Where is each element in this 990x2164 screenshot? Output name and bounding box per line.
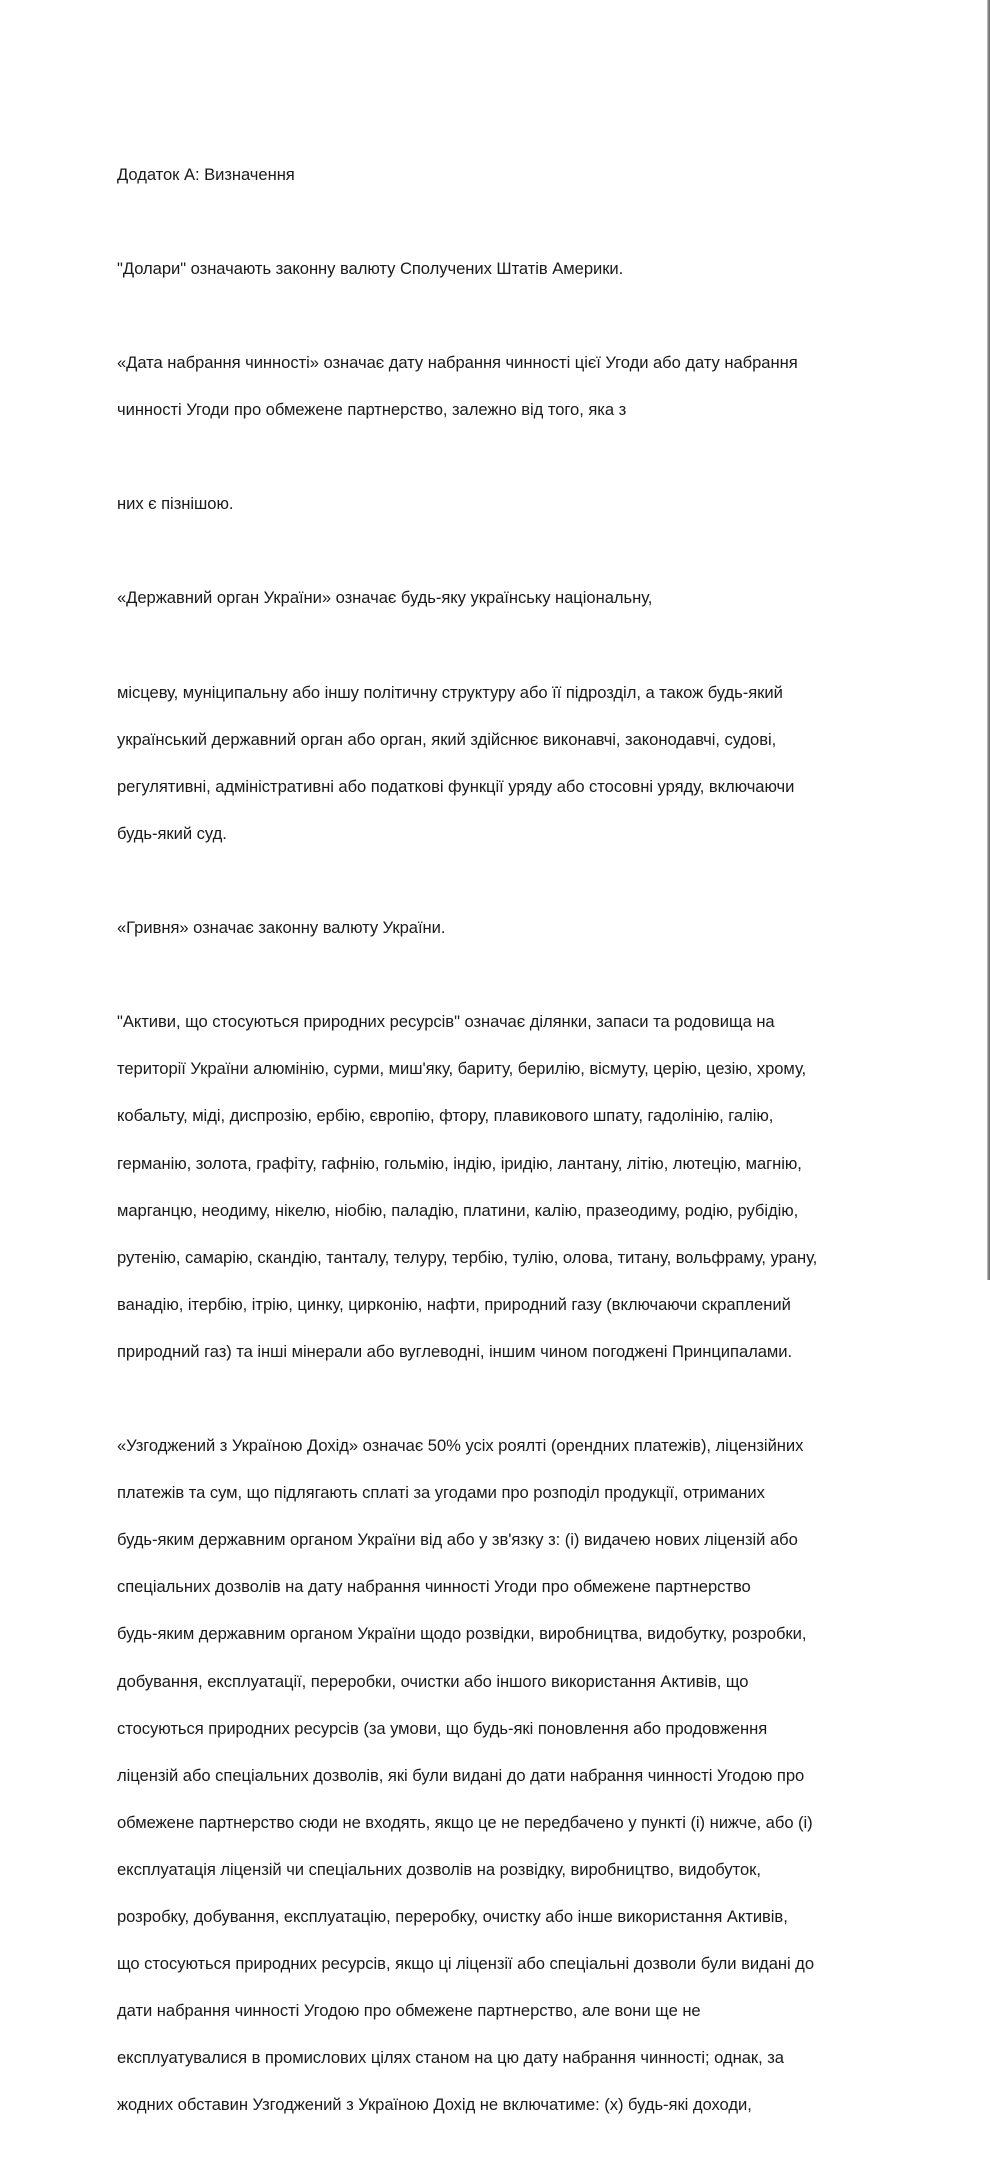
- text-line: германію, золота, графіту, гафнію, гольмію, індію, іридію, лантану, літію, лютецію, магнію,: [117, 1153, 802, 1173]
- text-line: обмежене партнерство сюди не входять, якщо це не передбачено у пункті (і) нижче, або (і): [117, 1812, 813, 1832]
- definition-agreed-revenue: [117, 1411, 877, 2141]
- text-line: «Державний орган України» означає будь-яку українську національну,: [117, 588, 653, 608]
- text-line: жодних обставин Узгоджений з Україною Дохід не включатиме: (х) будь-які доходи,: [117, 2095, 752, 2115]
- text-line: території України алюмінію, сурми, миш'яку, бариту, берилію, вісмуту, церію, цезію, хрому,: [117, 1059, 807, 1079]
- text-line: платежів та сум, що підлягають сплаті за угодами про розподіл продукції, отриманих: [117, 1483, 765, 1503]
- text-line: «Дата набрання чинності» означає дату набрання чинності цієї Угоди або дату набрання: [117, 352, 798, 372]
- heading-text: Додаток А: Визначення: [117, 164, 295, 184]
- text-line: експлуатація ліцензій чи спеціальних дозволів на розвідку, виробництво, видобуток,: [117, 1859, 761, 1879]
- text-line: що стосуються природних ресурсів, якщо ці ліцензії або спеціальні дозволи були видані до: [117, 1954, 814, 1974]
- definition-government-body: [117, 563, 877, 634]
- text-line: добування, експлуатації, переробки, очистки або іншого використання Активів, що: [117, 1671, 749, 1691]
- text-line: будь-яким державним органом України щодо розвідки, виробництва, видобутку, розробки,: [117, 1624, 807, 1644]
- text-line: стосуються природних ресурсів (за умови, що будь-які поновлення або продовження: [117, 1718, 768, 1738]
- text-line: "Долари" означають законну валюту Сполучених Штатів Америки.: [117, 258, 624, 278]
- text-line: будь-яким державним органом України від або у зв'язку з: (і) видачею нових ліцензій або: [117, 1530, 798, 1550]
- text-line: рутенію, самарію, скандію, танталу, телуру, тербію, тулію, олова, титану, вольфраму, урану,: [117, 1247, 818, 1267]
- text-line: природний газ) та інші мінерали або вуглеводні, іншим чином погоджені Принципалами.: [117, 1341, 793, 1361]
- text-line: "Активи, що стосуються природних ресурсів" означає ділянки, запаси та родовища на: [117, 1012, 775, 1032]
- text-line: «Узгоджений з Україною Дохід» означає 50% усіх роялті (орендних платежів), ліцензійних: [117, 1436, 804, 1456]
- text-line: експлуатувалися в промислових цілях станом на цю дату набрання чинності; однак, за: [117, 2048, 784, 2068]
- definition-effective-date-continuation: [117, 469, 877, 540]
- text-line: кобальту, міді, диспрозію, ербію, європію, фтору, плавикового шпату, гадолінію, галію,: [117, 1106, 774, 1126]
- text-line: них є пізнішою.: [117, 494, 234, 514]
- definition-hryvnia: [117, 893, 877, 964]
- text-line: будь-який суд.: [117, 823, 227, 843]
- text-line: місцеву, муніципальну або іншу політичну структуру або її підрозділ, а також будь-який: [117, 682, 783, 702]
- definition-natural-resource-assets: [117, 987, 877, 1387]
- text-line: чинності Угоди про обмежене партнерство, залежно від того, яка з: [117, 400, 627, 420]
- document-heading: [117, 139, 877, 210]
- text-line: «Гривня» означає законну валюту України.: [117, 918, 446, 938]
- document-body: [117, 139, 877, 2164]
- text-line: розробку, добування, експлуатацію, переробку, очистку або інше використання Активів,: [117, 1907, 788, 1927]
- definition-dollars: [117, 233, 877, 304]
- text-line: регулятивні, адміністративні або податкові функції уряду або стосовні уряду, включаючи: [117, 776, 795, 796]
- text-line: ліцензій або спеціальних дозволів, які були видані до дати набрання чинності Угодою про: [117, 1765, 805, 1785]
- text-line: ванадію, ітербію, ітрію, цинку, цирконію, нафти, природний газу (включаючи скраплений: [117, 1294, 791, 1314]
- text-line: спеціальних дозволів на дату набрання чинності Угоди про обмежене партнерство: [117, 1577, 751, 1597]
- text-line: український державний орган або орган, який здійснює виконавчі, законодавчі, судові,: [117, 729, 777, 749]
- definition-effective-date: [117, 327, 877, 445]
- definition-government-body-continuation: [117, 657, 877, 869]
- text-line: марганцю, неодиму, нікелю, ніобію, паладію, платини, калію, празеодиму, родію, рубідію,: [117, 1200, 799, 1220]
- text-line: дати набрання чинності Угодою про обмежене партнерство, але вони ще не: [117, 2001, 701, 2021]
